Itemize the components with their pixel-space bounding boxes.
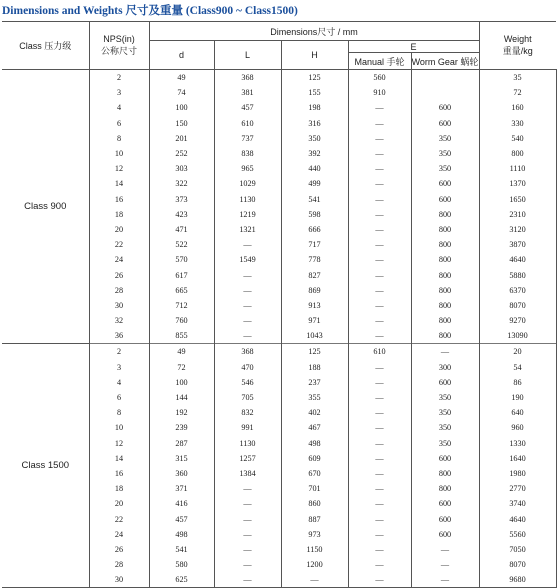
cell-h: 316 [281,116,348,131]
cell-manual: — [348,451,411,466]
cell-l: 546 [214,375,281,390]
cell-d: 373 [149,192,214,207]
cell-d: 580 [149,557,214,572]
cell-manual: — [348,267,411,282]
cell-weight: 8070 [479,298,556,313]
cell-nps: 18 [89,207,149,222]
cell-weight: 8070 [479,557,556,572]
cell-d: 371 [149,481,214,496]
table-row [2,70,556,86]
header-e: E [348,41,479,53]
cell-nps: 3 [89,85,149,100]
cell-h: 125 [281,344,348,360]
cell-weight: 2310 [479,207,556,222]
cell-weight: 4640 [479,511,556,526]
cell-worm: — [411,542,479,557]
cell-manual: — [348,511,411,526]
cell-d: 360 [149,466,214,481]
cell-d: 239 [149,420,214,435]
cell-l: 457 [214,100,281,115]
cell-weight: 3740 [479,496,556,511]
cell-l: 1257 [214,451,281,466]
cell-worm: 600 [411,511,479,526]
cell-d: 665 [149,283,214,298]
header-nps-line2: 公称尺寸 [100,46,137,56]
cell-worm: 800 [411,313,479,328]
cell-manual: — [348,436,411,451]
cell-nps: 6 [89,116,149,131]
cell-d: 712 [149,298,214,313]
cell-l: 832 [214,405,281,420]
cell-d: 570 [149,252,214,267]
cell-d: 625 [149,572,214,588]
cell-nps: 32 [89,313,149,328]
cell-weight: 330 [479,116,556,131]
cell-weight: 1330 [479,436,556,451]
cell-weight: 2770 [479,481,556,496]
cell-h: 440 [281,161,348,176]
cell-l: 610 [214,116,281,131]
cell-h: 827 [281,267,348,282]
cell-manual: — [348,390,411,405]
cell-worm: 350 [411,436,479,451]
cell-manual: — [348,481,411,496]
cell-weight: 5560 [479,527,556,542]
cell-weight: 5880 [479,267,556,282]
cell-d: 150 [149,116,214,131]
cell-worm: 600 [411,451,479,466]
table-body [2,70,556,588]
cell-d: 252 [149,146,214,161]
cell-nps: 18 [89,481,149,496]
cell-l: 705 [214,390,281,405]
cell-nps: 22 [89,511,149,526]
cell-weight: 6370 [479,283,556,298]
cell-h: 701 [281,481,348,496]
cell-weight: 9680 [479,572,556,588]
cell-worm: 600 [411,496,479,511]
cell-worm: 800 [411,298,479,313]
cell-l: 368 [214,344,281,360]
cell-worm: 600 [411,176,479,191]
cell-nps: 12 [89,161,149,176]
cell-weight: 86 [479,375,556,390]
cell-weight: 35 [479,70,556,86]
cell-worm: 800 [411,252,479,267]
cell-l: 838 [214,146,281,161]
cell-d: 617 [149,267,214,282]
cell-h: 125 [281,70,348,86]
cell-manual: — [348,360,411,375]
cell-l: — [214,481,281,496]
cell-h: 778 [281,252,348,267]
header-dimensions: Dimensions尺寸 / mm [149,22,479,41]
cell-l: 1130 [214,436,281,451]
cell-worm: 350 [411,146,479,161]
cell-h: 887 [281,511,348,526]
cell-manual: — [348,298,411,313]
cell-h: 498 [281,436,348,451]
cell-nps: 4 [89,375,149,390]
cell-worm: 350 [411,405,479,420]
cell-l: — [214,328,281,344]
cell-l: — [214,267,281,282]
cell-manual: — [348,146,411,161]
cell-weight: 3120 [479,222,556,237]
cell-l: 1549 [214,252,281,267]
cell-weight: 160 [479,100,556,115]
cell-worm: 800 [411,328,479,344]
cell-nps: 20 [89,496,149,511]
cell-worm [411,85,479,100]
cell-nps: 24 [89,252,149,267]
cell-l: 737 [214,131,281,146]
dimensions-table [2,21,557,588]
header-weight-line2: 重量/kg [502,46,533,56]
cell-l: 1384 [214,466,281,481]
header-nps-line1: NPS(in) [103,34,135,44]
cell-l: 470 [214,360,281,375]
cell-h: 609 [281,451,348,466]
cell-l: 965 [214,161,281,176]
class-label: Class 900 [2,70,89,344]
cell-manual: 610 [348,344,411,360]
cell-worm: 600 [411,192,479,207]
cell-nps: 6 [89,390,149,405]
cell-d: 72 [149,360,214,375]
cell-h: 598 [281,207,348,222]
cell-nps: 8 [89,131,149,146]
cell-h: 355 [281,390,348,405]
cell-h: 1150 [281,542,348,557]
header-manual: Manual 手轮 [348,53,411,70]
cell-h: 188 [281,360,348,375]
cell-nps: 10 [89,420,149,435]
cell-nps: 30 [89,298,149,313]
cell-worm: 800 [411,267,479,282]
cell-d: 457 [149,511,214,526]
cell-d: 498 [149,527,214,542]
cell-d: 541 [149,542,214,557]
cell-weight: 540 [479,131,556,146]
cell-weight: 1650 [479,192,556,207]
header-class: Class 压力级 [2,22,89,70]
page-title: Dimensions and Weights 尺寸及重量 (Class900 ~ Class1500) [2,5,298,17]
cell-d: 100 [149,375,214,390]
cell-worm: 800 [411,207,479,222]
cell-weight: 3870 [479,237,556,252]
cell-worm: 350 [411,390,479,405]
cell-nps: 36 [89,328,149,344]
cell-worm: 600 [411,116,479,131]
cell-worm: 350 [411,420,479,435]
cell-d: 760 [149,313,214,328]
cell-d: 201 [149,131,214,146]
cell-manual: — [348,192,411,207]
cell-h: 973 [281,527,348,542]
cell-manual: — [348,176,411,191]
cell-h: 402 [281,405,348,420]
cell-manual: — [348,542,411,557]
cell-l: — [214,313,281,328]
cell-d: 287 [149,436,214,451]
cell-worm: 800 [411,466,479,481]
cell-l: 1219 [214,207,281,222]
cell-h: 717 [281,237,348,252]
cell-manual: — [348,237,411,252]
cell-manual: — [348,131,411,146]
header-h: H [281,41,348,70]
table-row [2,344,556,360]
cell-h: — [281,572,348,588]
cell-worm: 350 [411,161,479,176]
header-d: d [149,41,214,70]
cell-h: 971 [281,313,348,328]
cell-nps: 30 [89,572,149,588]
cell-d: 144 [149,390,214,405]
cell-weight: 190 [479,390,556,405]
cell-d: 522 [149,237,214,252]
cell-manual: — [348,527,411,542]
cell-worm: 600 [411,375,479,390]
cell-manual: — [348,405,411,420]
cell-nps: 14 [89,176,149,191]
cell-h: 392 [281,146,348,161]
cell-manual: — [348,207,411,222]
cell-h: 350 [281,131,348,146]
cell-l: — [214,496,281,511]
cell-nps: 10 [89,146,149,161]
cell-weight: 4640 [479,252,556,267]
cell-worm: 800 [411,237,479,252]
cell-nps: 14 [89,451,149,466]
cell-weight: 1980 [479,466,556,481]
cell-manual: — [348,222,411,237]
cell-l: — [214,298,281,313]
cell-d: 192 [149,405,214,420]
cell-l: — [214,527,281,542]
cell-manual: — [348,100,411,115]
cell-h: 1043 [281,328,348,344]
cell-weight: 960 [479,420,556,435]
cell-l: — [214,542,281,557]
cell-manual: — [348,557,411,572]
cell-weight: 1370 [479,176,556,191]
header-weight-line1: Weight [503,34,532,44]
cell-d: 471 [149,222,214,237]
cell-d: 74 [149,85,214,100]
cell-manual: — [348,375,411,390]
cell-d: 416 [149,496,214,511]
cell-d: 49 [149,344,214,360]
cell-weight: 20 [479,344,556,360]
cell-l: 1029 [214,176,281,191]
cell-h: 1200 [281,557,348,572]
cell-nps: 24 [89,527,149,542]
cell-h: 670 [281,466,348,481]
cell-worm: 800 [411,222,479,237]
cell-h: 237 [281,375,348,390]
cell-worm: — [411,557,479,572]
cell-weight: 9270 [479,313,556,328]
cell-h: 155 [281,85,348,100]
cell-manual: — [348,496,411,511]
cell-l: 381 [214,85,281,100]
cell-manual: — [348,252,411,267]
cell-worm: 350 [411,131,479,146]
cell-worm: 600 [411,100,479,115]
cell-manual: — [348,161,411,176]
cell-l: 1321 [214,222,281,237]
cell-nps: 16 [89,466,149,481]
cell-nps: 20 [89,222,149,237]
header-l: L [214,41,281,70]
header-weight [479,22,556,70]
header-worm-gear: Worm Gear 蜗轮 [411,53,479,70]
cell-worm: 600 [411,527,479,542]
cell-h: 860 [281,496,348,511]
header-nps [89,22,149,70]
cell-weight: 1110 [479,161,556,176]
cell-l: 991 [214,420,281,435]
cell-l: 368 [214,70,281,86]
cell-h: 467 [281,420,348,435]
cell-worm: 300 [411,360,479,375]
cell-nps: 26 [89,542,149,557]
cell-nps: 16 [89,192,149,207]
cell-h: 198 [281,100,348,115]
cell-nps: 28 [89,557,149,572]
cell-nps: 3 [89,360,149,375]
cell-nps: 22 [89,237,149,252]
cell-h: 541 [281,192,348,207]
cell-d: 100 [149,100,214,115]
cell-worm: — [411,344,479,360]
cell-worm [411,70,479,86]
cell-nps: 2 [89,70,149,86]
cell-d: 322 [149,176,214,191]
cell-nps: 12 [89,436,149,451]
cell-manual: 910 [348,85,411,100]
cell-worm: 800 [411,283,479,298]
cell-d: 49 [149,70,214,86]
cell-l: — [214,283,281,298]
cell-nps: 8 [89,405,149,420]
cell-manual: 560 [348,70,411,86]
cell-d: 315 [149,451,214,466]
cell-l: — [214,511,281,526]
cell-l: — [214,557,281,572]
cell-d: 855 [149,328,214,344]
cell-d: 423 [149,207,214,222]
cell-l: — [214,237,281,252]
cell-h: 666 [281,222,348,237]
cell-l: 1130 [214,192,281,207]
cell-weight: 13090 [479,328,556,344]
cell-manual: — [348,572,411,588]
cell-manual: — [348,313,411,328]
cell-manual: — [348,420,411,435]
cell-weight: 54 [479,360,556,375]
cell-worm: 800 [411,481,479,496]
cell-nps: 26 [89,267,149,282]
cell-weight: 1640 [479,451,556,466]
cell-d: 303 [149,161,214,176]
cell-h: 869 [281,283,348,298]
cell-nps: 4 [89,100,149,115]
cell-manual: — [348,466,411,481]
cell-weight: 7050 [479,542,556,557]
cell-weight: 72 [479,85,556,100]
cell-l: — [214,572,281,588]
cell-nps: 2 [89,344,149,360]
cell-weight: 800 [479,146,556,161]
class-label: Class 1500 [2,344,89,588]
cell-weight: 640 [479,405,556,420]
cell-h: 913 [281,298,348,313]
cell-manual: — [348,116,411,131]
cell-manual: — [348,328,411,344]
cell-nps: 28 [89,283,149,298]
cell-manual: — [348,283,411,298]
cell-h: 499 [281,176,348,191]
cell-worm: — [411,572,479,588]
